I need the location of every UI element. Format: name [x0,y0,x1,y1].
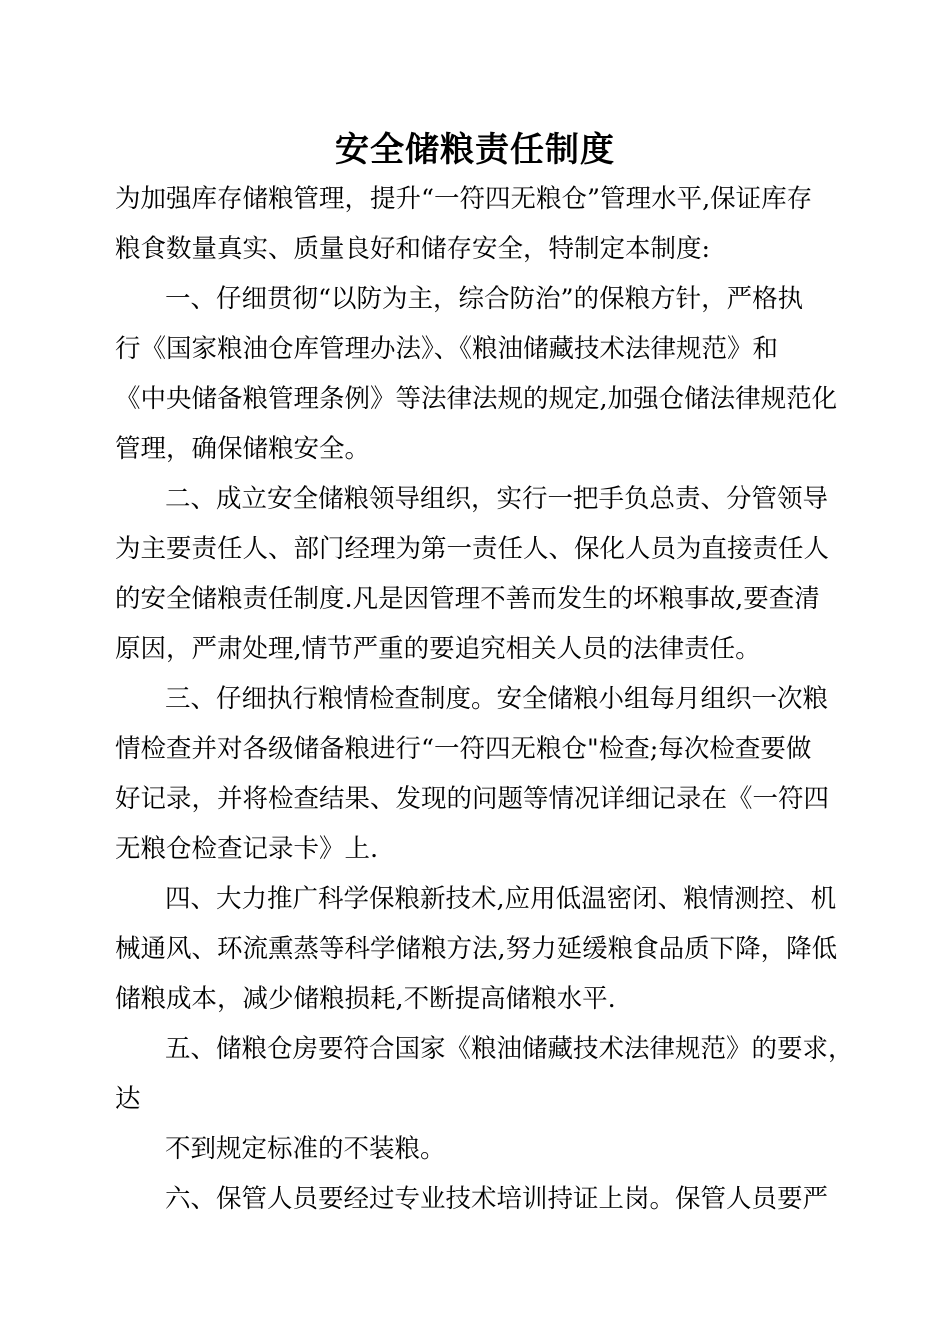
document-line: 四、大力推广科学保粮新技术,应用低温密闭、粮情测控、机 [165,884,837,914]
document-line: 的安全储粮责任制度.凡是因管理不善而发生的坏粮事故,要查清 [115,584,820,614]
document-title: 安全储粮责任制度 [335,130,615,170]
document-line: 三、仔细执行粮情检查制度。安全储粮小组每月组织一次粮 [165,684,829,714]
document-line: 情检查并对各级储备粮进行“一符四无粮仓"检查;每次检查要做 [115,734,812,764]
document-line: 二、成立安全储粮领导组织，实行一把手负总责、分管领导 [165,484,829,514]
document-line: 达 [115,1084,141,1114]
document-line: 无粮仓检查记录卡》上. [115,834,379,864]
document-line: 六、保管人员要经过专业技术培训持证上岗。保管人员要严 [165,1184,829,1214]
document-line: 为主要责任人、部门经理为第一责任人、保化人员为直接责任人 [115,534,830,564]
document-line: 粮食数量真实、质量良好和储存安全，特制定本制度: [115,234,711,264]
document-line: 《中央储备粮管理条例》等法律法规的规定,加强仓储法律规范化 [115,384,838,414]
document-line: 储粮成本，减少储粮损耗,不断提高储粮水平. [115,984,616,1014]
document-line: 好记录，并将检查结果、发现的问题等情况详细记录在《一符四 [115,784,830,814]
document-line: 一、仔细贯彻“以防为主，综合防治”的保粮方针，严格执 [165,284,804,314]
document-line: 行《国家粮油仓库管理办法》、《粮油储藏技术法律规范》和 [115,334,779,364]
document-line: 五、储粮仓房要符合国家《粮油储藏技术法律规范》的要求， [165,1034,854,1064]
document-body [115,174,855,1224]
document-line: 械通风、环流熏蒸等科学储粮方法,努力延缓粮食品质下降，降低 [115,934,838,964]
document-line: 管理，确保储粮安全。 [115,434,371,464]
document-line: 为加强库存储粮管理，提升“一符四无粮仓”管理水平,保证库存 [115,184,813,214]
document-line: 原因，严肃处理,情节严重的要追究相关人员的法律责任。 [115,634,761,664]
document-line: 不到规定标准的不装粮。 [165,1134,446,1164]
